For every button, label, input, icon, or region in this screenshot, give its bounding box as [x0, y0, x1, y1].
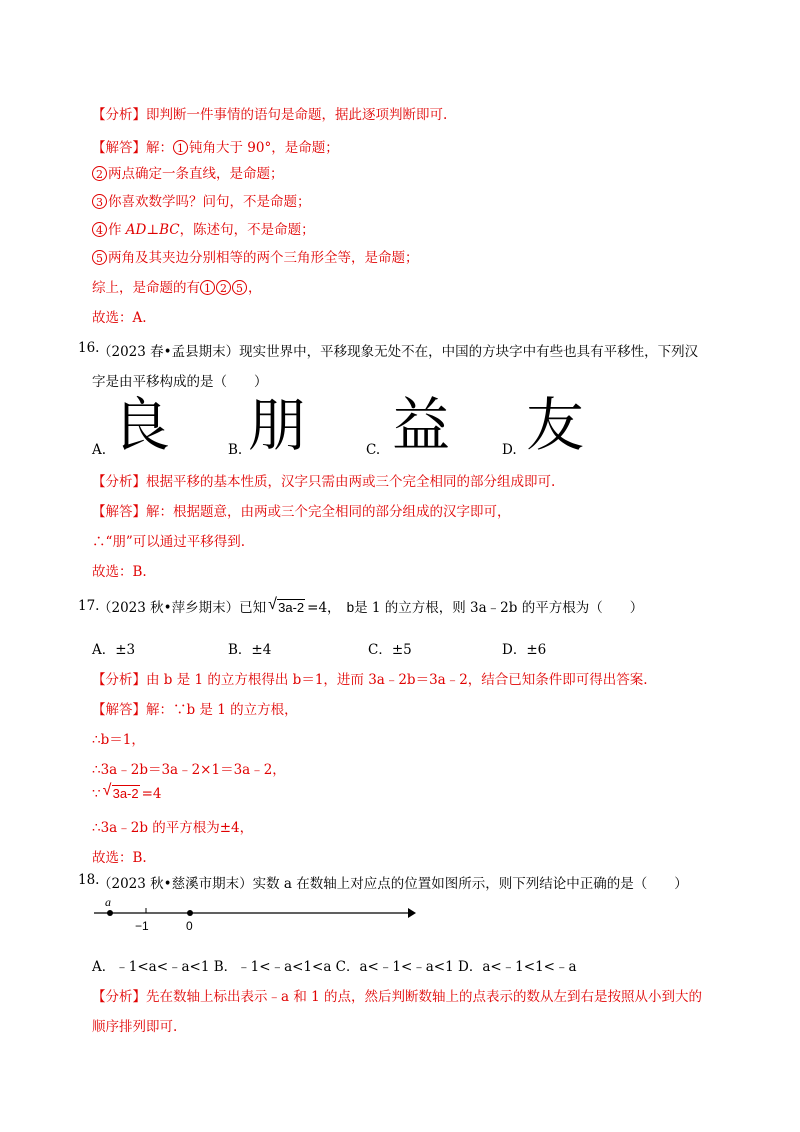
q15-summary: [92, 276, 262, 296]
q16-option-a-glyph: 良: [112, 391, 171, 459]
q16-choice: 故选：B.: [92, 564, 147, 580]
q15-answer-head: 【解答】解：: [92, 140, 173, 156]
q16-option-d-glyph: 友: [526, 391, 585, 459]
point-a-label: a: [105, 895, 111, 909]
q15-summary-post: ，: [248, 280, 262, 296]
q16-number: 16.: [78, 340, 100, 356]
circled-5b: 5: [232, 280, 247, 295]
q15-answer-3: 你喜欢数学吗？问句，不是命题；: [108, 194, 311, 210]
q15-answer-line-5: [92, 246, 419, 266]
circled-3: 3: [92, 194, 107, 209]
q15-choice: 故选：A.: [92, 310, 147, 326]
q17-option-c: C．±5: [368, 642, 412, 658]
q15-answer-5: 两角及其夹边分别相等的两个三角形全等，是命题；: [108, 250, 419, 266]
circled-4: 4: [92, 222, 107, 237]
q16-option-c-label: C.: [366, 442, 381, 458]
q17-answer: 【解答】解：∵b 是 1 的立方根，: [92, 702, 298, 718]
q15-answer-4-post: ，陈述句，不是命题；: [179, 222, 315, 238]
tick-0-label: 0: [186, 919, 193, 933]
q16-answer: 【解答】解：根据题意，由两或三个完全相同的部分组成的汉字即可，: [92, 504, 511, 520]
q17-option-a: A．±3: [92, 642, 136, 658]
q17-stem-eq: =4，: [307, 600, 341, 616]
q15-answer-line-2: [92, 162, 284, 182]
q16-option-d-label: D.: [502, 442, 517, 458]
q17-stem-b: b: [346, 600, 355, 615]
q17-sqrt: √ 3a-2: [268, 596, 305, 615]
point-a: [107, 910, 113, 916]
q17-analysis: 【分析】由 b 是 1 的立方根得出 b＝1，进而 3a﹣2b＝3a﹣2，结合已知条件即可得出答案.: [92, 672, 648, 688]
q15-answer-4-pre: 作: [108, 222, 126, 238]
q15-answer-4-math: AD⊥BC: [125, 222, 180, 238]
q17-stem-pre: （2023 秋•萍乡期末）已知: [98, 600, 267, 616]
number-line-arrow: [408, 908, 416, 918]
q15-answer-line-3: [92, 190, 311, 210]
q15-summary-pre: 综上，是命题的有: [92, 280, 200, 296]
q16-option-a-label: A.: [92, 442, 107, 458]
q17-step-3-sqrt: √ 3a-2: [102, 782, 139, 801]
q18-analysis-2: 顺序排列即可.: [92, 1019, 178, 1035]
q15-analysis: 【分析】即判断一件事情的语句是命题，据此逐项判断即可.: [92, 107, 448, 123]
q16-therefore: ∴“朋”可以通过平移得到.: [92, 534, 246, 550]
q17-step-3-radicand: 3a-2: [112, 786, 139, 801]
q18-options: A．﹣1<a<﹣a<1 B．﹣1<﹣a<1<a C．a<﹣1<﹣a<1 D．a<﹣1<1<﹣a: [92, 959, 577, 975]
q17-option-d: D．±6: [502, 642, 547, 658]
q16-option-c-glyph: 益: [392, 391, 451, 459]
tick-neg1-label: −1: [135, 919, 149, 933]
q17-step-3: [92, 782, 162, 802]
q15-answer-2: 两点确定一条直线，是命题；: [108, 166, 284, 182]
q15-answer-1: 钝角大于 90°，是命题；: [189, 140, 339, 156]
q16-stem-1: （2023 春•孟县期末）现实世界中，平移现象无处不在，中国的方块字中有些也具有平移性，下列汉: [98, 344, 699, 360]
q17-step-2: ∴3a﹣2b＝3a﹣2×1＝3a﹣2，: [92, 762, 286, 778]
number-line-figure: [90, 892, 420, 938]
q18-number: 18.: [78, 872, 100, 888]
q16-stem-2: 字是由平移构成的是（ ）: [92, 374, 268, 390]
q17-number: 17.: [78, 598, 100, 614]
q17-option-b: B．±4: [228, 642, 272, 658]
point-zero: [187, 910, 193, 916]
circled-5: 5: [92, 250, 107, 265]
q16-analysis: 【分析】根据平移的基本性质，汉字只需由两或三个完全相同的部分组成即可.: [92, 474, 556, 490]
q17-stem-post: 是 1 的立方根，则 3a﹣2b 的平方根为（ ）: [354, 600, 644, 616]
q15-answer-line-1: [92, 136, 339, 156]
q15-answer-line-4: [92, 218, 315, 238]
q17-choice: 故选：B.: [92, 850, 147, 866]
q17-stem: [98, 596, 643, 616]
q18-stem: （2023 秋•慈溪市期末）实数 a 在数轴上对应点的位置如图所示，则下列结论中正确的是（ ）: [98, 876, 688, 892]
q17-radicand: 3a-2: [278, 600, 305, 615]
q17-step-1: ∴b＝1，: [92, 732, 145, 748]
q17-step-3-post: =4: [141, 786, 162, 802]
q17-step-3-pre: ∵: [92, 786, 101, 802]
circled-1: 1: [173, 140, 188, 155]
circled-2b: 2: [216, 280, 231, 295]
q18-analysis-1: 【分析】先在数轴上标出表示﹣a 和 1 的点，然后判断数轴上的点表示的数从左到右是按照从小到大的: [92, 989, 703, 1005]
circled-1b: 1: [200, 280, 215, 295]
q16-option-b-label: B.: [228, 442, 243, 458]
circled-2: 2: [92, 166, 107, 181]
q16-option-b-glyph: 朋: [248, 391, 307, 459]
q17-step-4: ∴3a﹣2b 的平方根为±4，: [92, 820, 254, 836]
